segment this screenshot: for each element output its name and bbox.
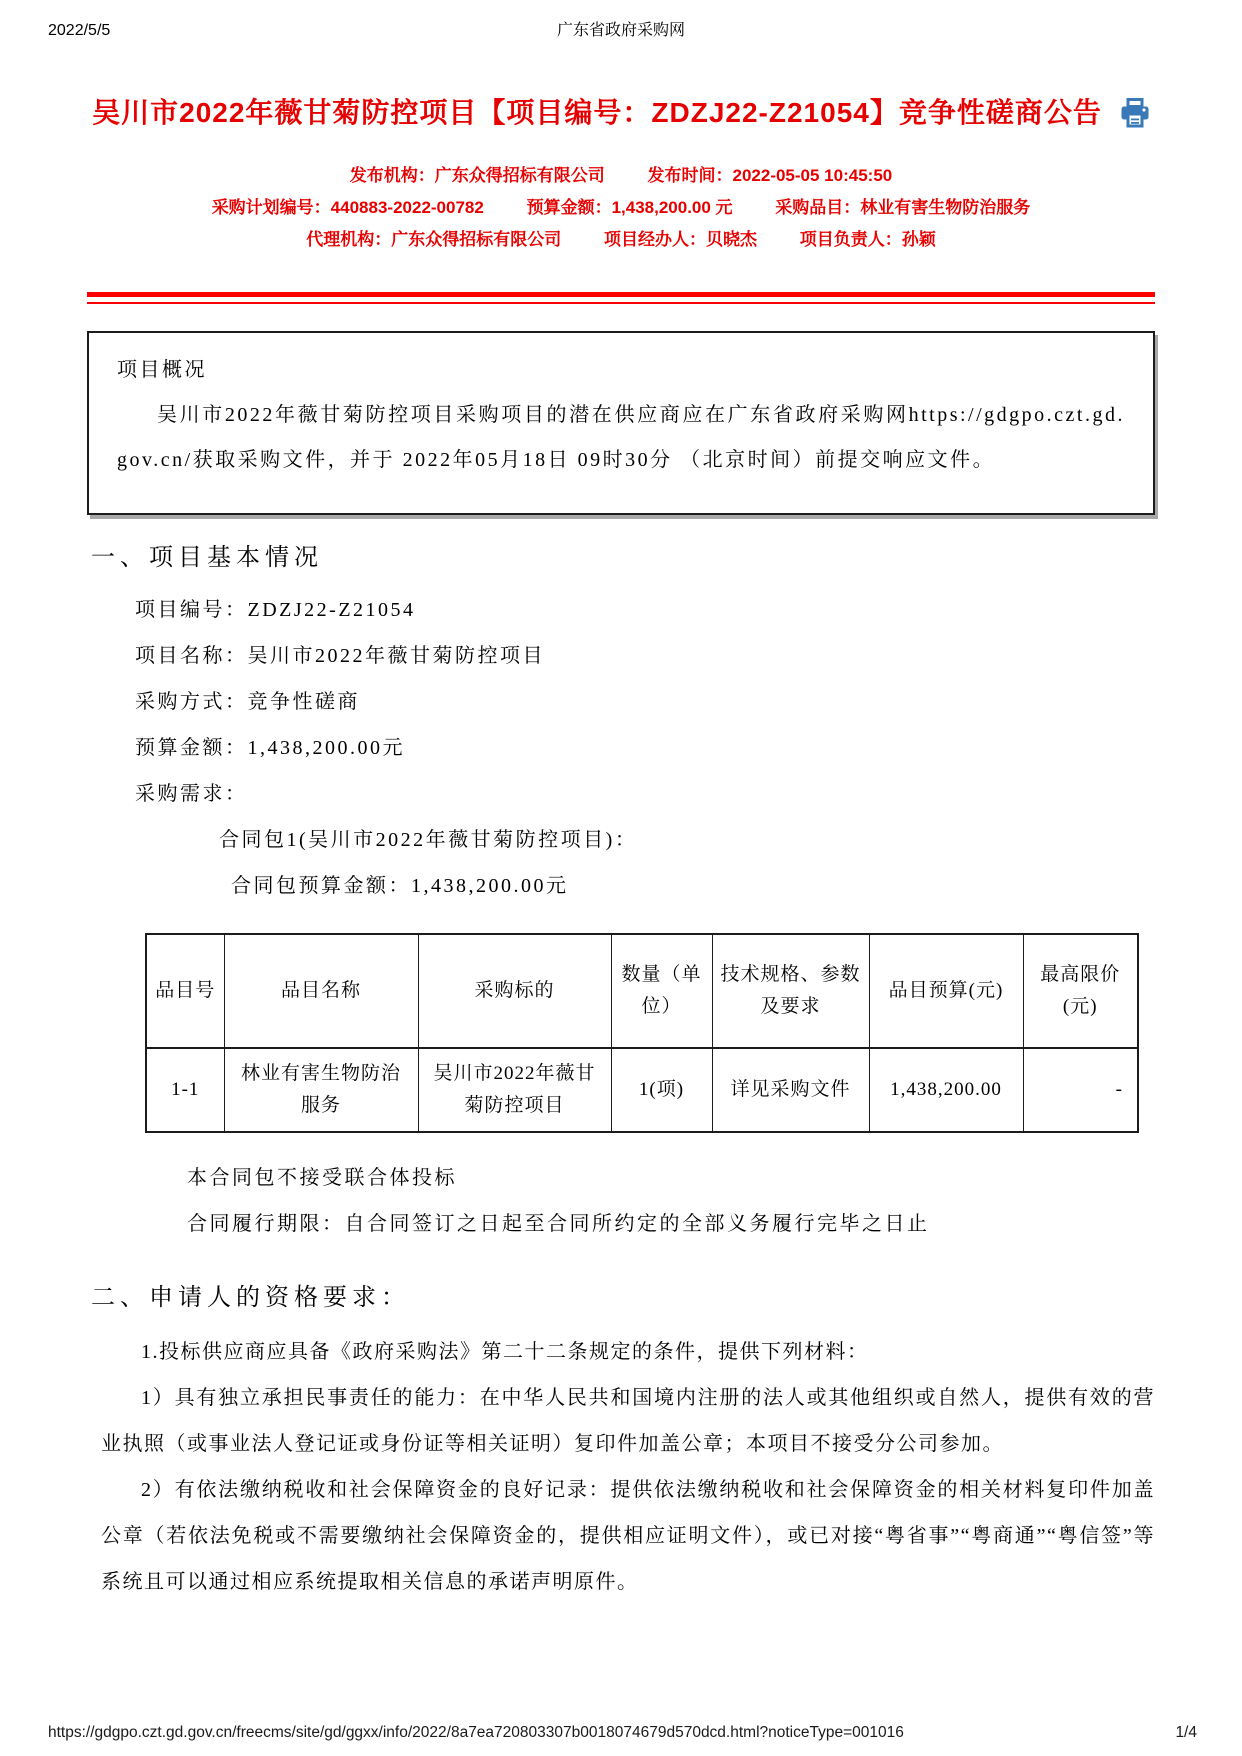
field-project-name: 项目名称：吴川市2022年薇甘菊防控项目 [135, 645, 545, 667]
print-header [0, 0, 1242, 40]
qualification-item-1: 1）具有独立承担民事责任的能力：在中华人民共和国境内注册的法人或其他组织或自然人，提供有效的营业执照（或事业法人登记证或身份证等相关证明）复印件加盖公章；本项目不接受分公司参加。 [101, 1387, 1155, 1455]
notice-body [0, 292, 1242, 1605]
meta-publisher: 发布机构：广东众得招标有限公司 [349, 166, 605, 185]
cell-item-name: 林业有害生物防治服务 [224, 1048, 418, 1132]
col-tech-spec: 技术规格、参数及要求 [712, 934, 869, 1048]
red-divider-thin [87, 302, 1155, 304]
page-number: 1/4 [1175, 1724, 1197, 1741]
meta-row [0, 224, 1242, 256]
section1-details [135, 587, 1155, 909]
col-item-budget: 品目预算(元) [869, 934, 1023, 1048]
contract-package-line: 合同包1(吴川市2022年薇甘菊防控项目)： [219, 829, 638, 851]
meta-plan-number: 采购计划编号：440883-2022-00782 [211, 198, 484, 217]
field-procurement-demand: 采购需求： [135, 783, 248, 805]
qualification-item-2: 2）有依法缴纳税收和社会保障资金的良好记录：提供依法缴纳税收和社会保障资金的相关材料复印件加盖公章（若依法免税或不需要缴纳社会保障资金的，提供相应证明文件），或已对接“粤省事”“粤商通”“粤信签”等系统且可以通过相应系统提取相关信息的承诺声明原件。 [101, 1479, 1155, 1593]
col-item-name: 品目名称 [224, 934, 418, 1048]
contract-package-budget-line: 合同包预算金额：1,438,200.00元 [231, 875, 569, 897]
col-quantity-unit: 数量（单位） [611, 934, 712, 1048]
col-item-number: 品目号 [146, 934, 224, 1048]
cell-quantity-unit: 1(项) [611, 1048, 712, 1132]
field-procurement-method: 采购方式：竞争性磋商 [135, 691, 360, 713]
overview-heading: 项目概况 [117, 359, 207, 381]
meta-category: 采购品目：林业有害生物防治服务 [775, 198, 1031, 217]
cell-procurement-target: 吴川市2022年薇甘菊防控项目 [418, 1048, 611, 1132]
field-budget-amount: 预算金额：1,438,200.00元 [135, 737, 405, 759]
col-procurement-target: 采购标的 [418, 934, 611, 1048]
table-row [146, 1048, 1138, 1132]
field-project-number: 项目编号：ZDZJ22-Z21054 [135, 599, 416, 621]
note-no-consortium: 本合同包不接受联合体投标 [187, 1167, 457, 1189]
overview-text: 吴川市2022年薇甘菊防控项目采购项目的潜在供应商应在广东省政府采购网https://gdgpo.czt.gd.gov.cn/获取采购文件，并于 2022年05月18日 09时30分 （北京时间）前提交响应文件。 [117, 404, 1125, 471]
site-name: 广东省政府采购网 [556, 22, 685, 39]
items-table [145, 933, 1139, 1133]
meta-agency: 代理机构：广东众得招标有限公司 [306, 230, 562, 249]
col-max-price: 最高限价(元) [1023, 934, 1138, 1048]
meta-leader: 项目负责人：孙颖 [799, 230, 936, 249]
note-contract-period: 合同履行期限：自合同签订之日起至合同所约定的全部义务履行完毕之日止 [187, 1213, 930, 1235]
cell-item-budget: 1,438,200.00 [869, 1048, 1023, 1132]
cell-tech-spec: 详见采购文件 [712, 1048, 869, 1132]
project-overview-box [87, 331, 1155, 515]
notice-title-row [0, 96, 1242, 130]
section1-heading: 一、项目基本情况 [91, 545, 323, 571]
meta-publish-time: 发布时间：2022-05-05 10:45:50 [647, 166, 893, 185]
section2-heading: 二、申请人的资格要求： [91, 1285, 410, 1311]
qualification-intro: 1.投标供应商应具备《政府采购法》第二十二条规定的条件，提供下列材料： [141, 1341, 869, 1363]
cell-max-price: - [1023, 1048, 1138, 1132]
cell-item-number: 1-1 [146, 1048, 224, 1132]
section2-paragraphs [101, 1329, 1155, 1605]
printer-icon[interactable] [1120, 98, 1150, 128]
meta-row [0, 160, 1242, 192]
meta-handler: 项目经办人：贝晓杰 [604, 230, 757, 249]
table-header-row [146, 934, 1138, 1048]
page-title: 吴川市2022年薇甘菊防控项目【项目编号：ZDZJ22-Z21054】竞争性磋商公告 [92, 97, 1102, 128]
meta-row [0, 192, 1242, 224]
print-footer [48, 1724, 1197, 1742]
meta-budget: 预算金额：1,438,200.00 元 [526, 198, 733, 217]
contract-notes [187, 1155, 1155, 1247]
red-divider-thick [87, 292, 1155, 297]
print-date: 2022/5/5 [48, 22, 111, 39]
notice-meta [0, 160, 1242, 256]
footer-url: https://gdgpo.czt.gd.gov.cn/freecms/site/gd/ggxx/info/2022/8a7ea720803307b0018074679d570dcd.html?noticeType=001016 [48, 1724, 904, 1741]
